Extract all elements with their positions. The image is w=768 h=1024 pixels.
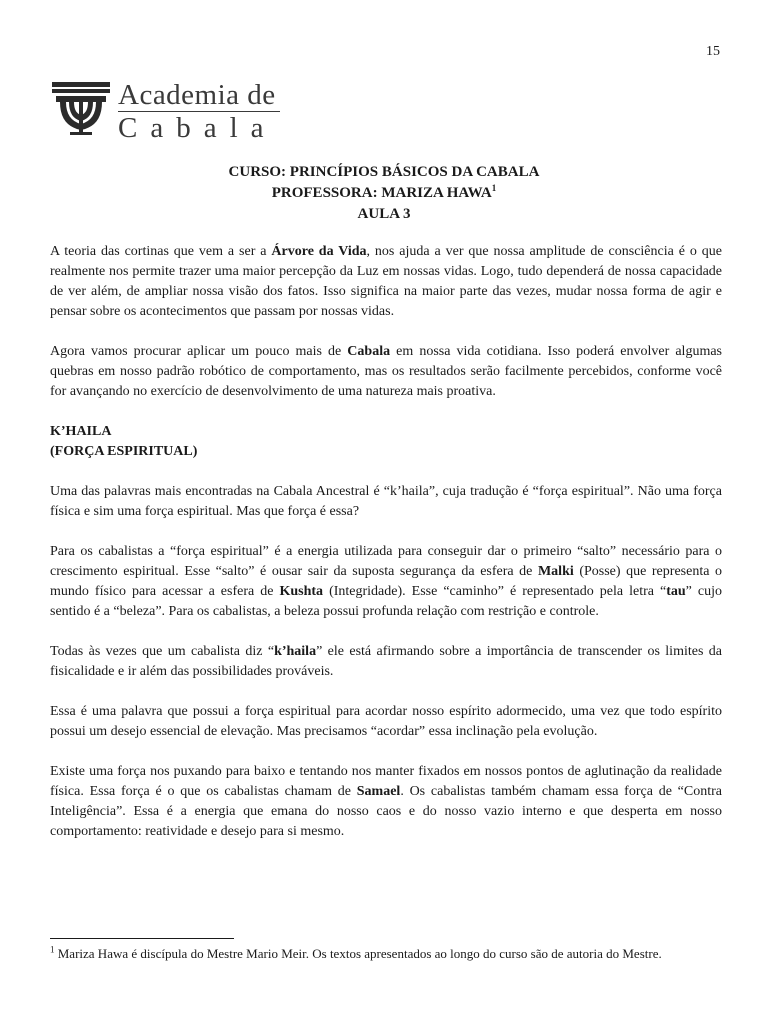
course-heading: [0, 162, 768, 225]
footnote-reference: 1: [491, 183, 497, 193]
paragraph: Existe uma força nos puxando para baixo e tentando nos manter fixados em nossos pontos de aglutinação da realidade física. Essa força é o que os cabalistas chamam de Samael. Os cabalistas também chamam essa força de “Contra Inteligência”. Essa é a energia que emana do nosso caos e do nosso vazio interno e que desperta em nosso comportamento: reatividade e desejo para si mesmo.: [50, 764, 722, 839]
section-subtitle: (FORÇA ESPIRITUAL): [50, 444, 198, 459]
footnote-separator: [50, 938, 234, 939]
paragraph: Essa é uma palavra que possui a força espiritual para acordar nosso espírito adormecido, uma vez que todo espírito possui um desejo essencial de elevação. Mas precisamos “acordar” essa inclinação pela evolução.: [50, 704, 722, 739]
body-text: [50, 242, 722, 862]
section-title: K’HAILA: [50, 424, 112, 439]
menorah-emblem-icon: [50, 80, 112, 136]
paragraph: Todas às vezes que um cabalista diz “k’haila” ele está afirmando sobre a importância de transcender os limites da fisicalidade e ir além das possibilidades prováveis.: [50, 644, 723, 679]
footnote-mark: 1: [50, 944, 55, 955]
course-title: CURSO: PRINCÍPIOS BÁSICOS DA CABALA: [228, 164, 540, 180]
footnote: $^1$ Mariza Hawa é discípula do Mestre Mario Meir. Os textos apresentados ao longo do curso são de autoria do Mestre.: [50, 944, 662, 961]
logo-text-line1: Academia de: [118, 79, 276, 111]
page-number: 15: [706, 44, 720, 59]
lesson-number: AULA 3: [357, 206, 411, 222]
paragraph: Para os cabalistas a “força espiritual” é a energia utilizada para conseguir dar o primeiro “salto” necessário para o crescimento espiritual. Esse “salto” é ousar sair da suposta segurança da esfera de Malki (Posse) que representa o mundo físico para acessar a esfera de Kushta (Integridade). Esse “caminho” é representado pela letra “tau” cujo sentido é a “beleza”. Para os cabalistas, a beleza possui profunda relação com restrição e controle.: [50, 544, 722, 619]
paragraph: Uma das palavras mais encontradas na Cabala Ancestral é “k’haila”, cuja tradução é “força espiritual”. Não uma força física e sim uma força espiritual. Mas que força é essa?: [50, 484, 722, 519]
paragraph: Agora vamos procurar aplicar um pouco mais de Cabala em nossa vida cotidiana. Isso poderá envolver algumas quebras em nosso padrão robótico de comportamento, mas os resultados serão facilmente percebidos, conforme você for avançando no exercício de desenvolvimento de uma natureza mais proativa.: [50, 344, 722, 399]
paragraph: A teoria das cortinas que vem a ser a Árvore da Vida, nos ajuda a ver que nossa amplitude de consciência é o que realmente nos permite trazer uma maior percepção da Luz em nossas vidas. Logo, tudo dependerá de nossa capacidade de ver além, de ampliar nossa visão dos fatos. Isso significa na maior parte das vezes, mudar nossa forma de agir e pensar sobre os acontecimentos que passam por nossas vidas.: [50, 244, 722, 319]
academia-de-cabala-logo: [50, 80, 280, 142]
professor-line: PROFESSORA: MARIZA HAWA$^1$: [271, 183, 497, 201]
logo-text-line2: Cabala: [118, 112, 277, 144]
